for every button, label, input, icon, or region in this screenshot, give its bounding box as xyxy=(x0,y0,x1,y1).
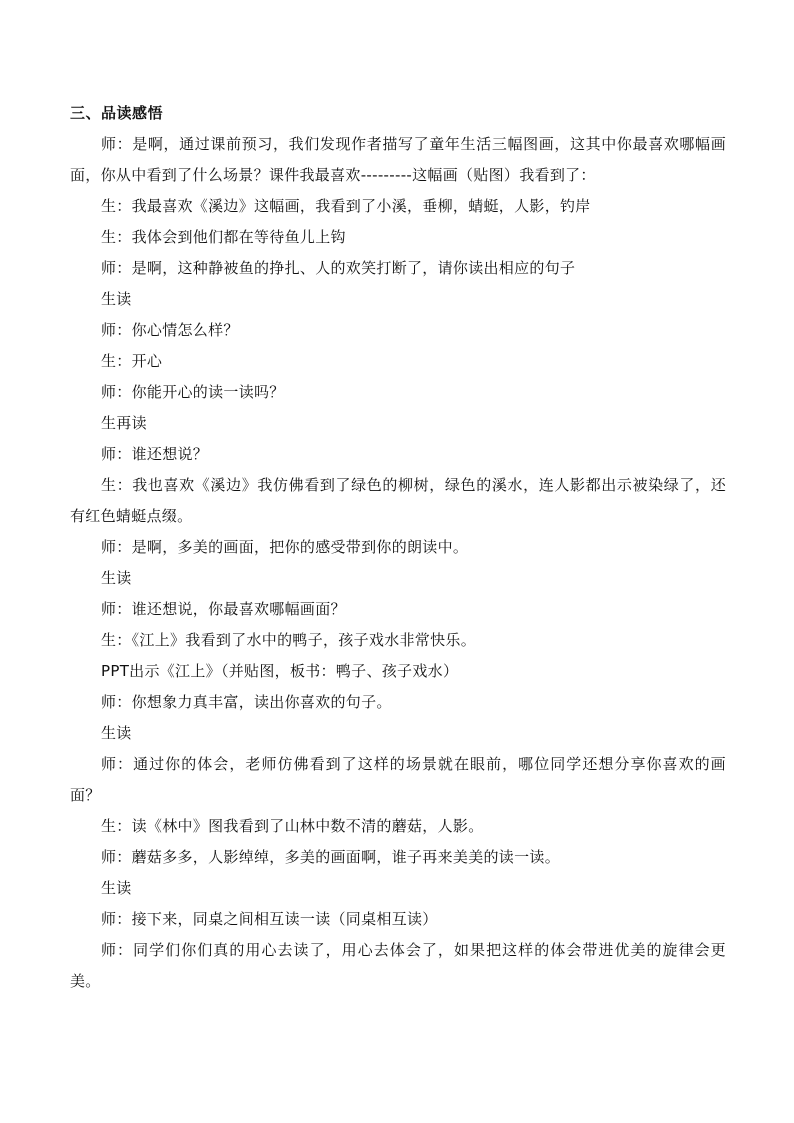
paragraph: 师：同学们你们真的用心去读了，用心去体会了，如果把这样的体会带进优美的旋律会更美。 xyxy=(70,941,726,990)
paragraph: 师：你心情怎么样？ xyxy=(101,321,239,339)
paragraph: 师：你想象力真丰富，读出你喜欢的句子。 xyxy=(101,693,392,711)
section-heading: 三、品读感悟 xyxy=(70,104,164,122)
paragraph: 师：是啊，多美的画面，把你的感受带到你的朗读中。 xyxy=(101,538,469,556)
paragraph: 生：我也喜欢《溪边》我仿佛看到了绿色的柳树，绿色的溪水，连人影都出示被染绿了，还有红色蜻蜓点缀。 xyxy=(70,476,726,525)
paragraph: PPT出示《江上》（并贴图，板书：鸭子、孩子戏水） xyxy=(101,662,459,680)
paragraph: 生再读 xyxy=(101,414,147,432)
paragraph: 生：我最喜欢《溪边》这幅画，我看到了小溪，垂柳，蜻蜓，人影，钓岸 xyxy=(101,197,591,215)
paragraph: 生：读《林中》图我看到了山林中数不清的蘑菇，人影。 xyxy=(101,817,484,835)
paragraph: 生：《江上》我看到了水中的鸭子，孩子戏水非常快乐。 xyxy=(101,631,477,649)
paragraph: 生读 xyxy=(101,290,132,308)
paragraph: 生：开心 xyxy=(101,352,163,370)
paragraph: 师：接下来，同桌之间相互读一读（同桌相互读） xyxy=(101,910,438,928)
paragraph: 生读 xyxy=(101,724,132,742)
paragraph: 师：谁还想说，你最喜欢哪幅画面？ xyxy=(101,600,346,618)
paragraph: 师：是啊，这种静被鱼的挣扎、人的欢笑打断了，请你读出相应的句子 xyxy=(101,259,576,277)
paragraph: 师：通过你的体会，老师仿佛看到了这样的场景就在眼前，哪位同学还想分享你喜欢的画面？ xyxy=(70,755,726,804)
paragraph: 师：是啊，通过课前预习，我们发现作者描写了童年生活三幅图画，这其中你最喜欢哪幅画面，你从中看到了什么场景？课件我最喜欢---------这幅画（贴图）我看到了： xyxy=(70,135,726,184)
paragraph: 师：你能开心的读一读吗？ xyxy=(101,383,285,401)
paragraph: 师：蘑菇多多，人影绰绰，多美的画面啊，谁子再来美美的读一读。 xyxy=(101,848,561,866)
paragraph: 生读 xyxy=(101,569,132,587)
paragraph: 生读 xyxy=(101,879,132,897)
paragraph: 师：谁还想说？ xyxy=(101,445,209,463)
paragraph: 生：我体会到他们都在等待鱼儿上钩 xyxy=(101,228,346,246)
